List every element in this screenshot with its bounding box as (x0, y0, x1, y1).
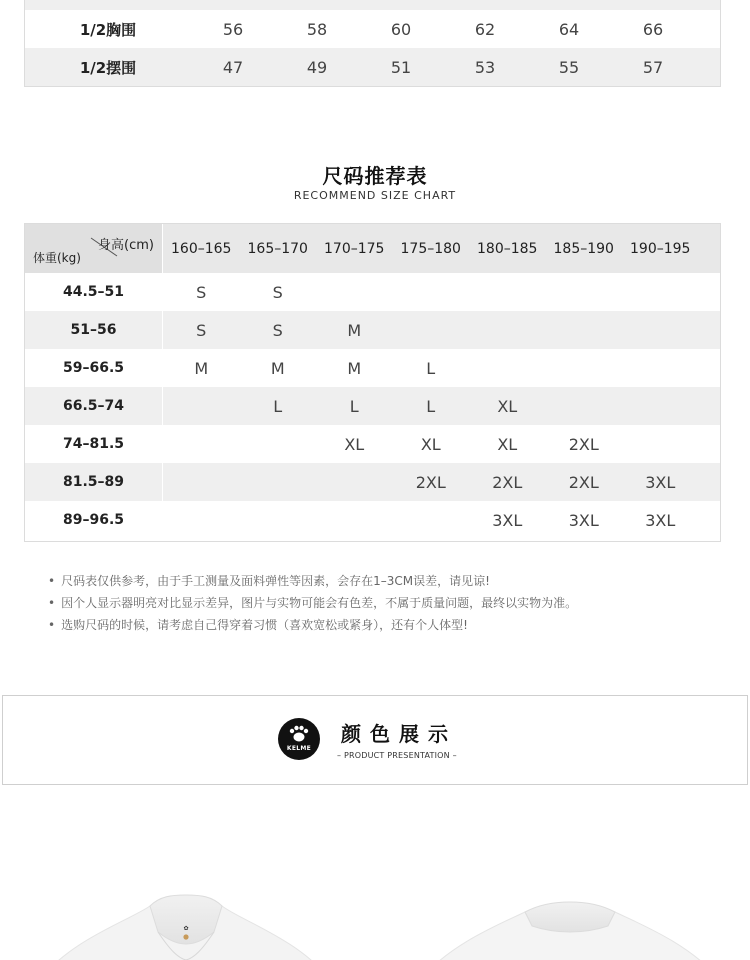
size-cell: S (272, 282, 283, 302)
size-cell: 3XL (568, 510, 599, 530)
size-cell: XL (420, 434, 441, 454)
size-cell: 2XL (492, 472, 523, 492)
notes-list (48, 570, 728, 636)
svg-text:✿: ✿ (183, 925, 189, 932)
weight-cell: 74–81.5 (25, 425, 163, 463)
size-cell: XL (497, 396, 518, 416)
note-text: 选购尺码的时候，请考虑自己得穿着习惯（喜欢宽松或紧身），还有个人体型! (61, 618, 468, 632)
size-cell: S (196, 320, 207, 340)
height-header: 165–170 (247, 240, 308, 257)
height-header: 160–165 (171, 240, 232, 257)
table-cell: 64 (558, 19, 580, 39)
size-cell: L (426, 396, 436, 416)
size-cell: L (273, 396, 283, 416)
note-item (48, 614, 728, 636)
table-cell: 55 (558, 57, 580, 77)
table-cell: 51 (390, 57, 412, 77)
row-label: 1/2胸围 (79, 20, 137, 39)
size-cell: XL (497, 434, 518, 454)
height-header: 170–175 (324, 240, 385, 257)
recommend-subtitle: RECOMMEND SIZE CHART (293, 189, 457, 202)
size-cell: S (196, 282, 207, 302)
paw-icon (278, 718, 320, 760)
size-cell: L (426, 358, 436, 378)
corner-weight-label: 体重(kg) (33, 251, 81, 265)
size-cell: M (347, 358, 362, 378)
table-row (25, 273, 720, 311)
recommend-size-table (24, 223, 721, 542)
polo-shirt-image (0, 840, 750, 960)
size-cell: L (349, 396, 359, 416)
weight-cell: 89–96.5 (25, 501, 163, 539)
table-corner-cell (25, 224, 163, 273)
table-row-hem (25, 48, 720, 86)
size-cell: 2XL (568, 434, 599, 454)
note-text: 因个人显示器明亮对比显示差异，图片与实物可能会有色差，不属于质量问题，最终以实物为准。 (61, 596, 578, 610)
weight-cell: 51–56 (25, 311, 163, 349)
logo-text: KELME (286, 745, 312, 752)
table-cell: 60 (390, 19, 412, 39)
size-measurement-table (24, 0, 721, 87)
weight-cell: 59–66.5 (25, 349, 163, 387)
note-item (48, 592, 728, 614)
table-cell: 57 (642, 57, 664, 77)
recommend-title: 尺码推荐表 (322, 164, 428, 188)
weight-cell: 81.5–89 (25, 463, 163, 501)
size-cell: M (194, 358, 209, 378)
bullet-icon: • (48, 574, 56, 588)
size-cell: M (270, 358, 285, 378)
table-cell: 47 (222, 57, 244, 77)
size-cell: 3XL (645, 472, 676, 492)
table-cell: 58 (306, 19, 328, 39)
corner-height-label: 身高(cm) (98, 238, 154, 253)
table-row (25, 349, 720, 387)
table-cell: 56 (222, 19, 244, 39)
product-images (0, 840, 750, 960)
bullet-icon: • (48, 596, 56, 610)
size-cell: 2XL (415, 472, 446, 492)
height-header: 175–180 (400, 240, 461, 257)
height-header: 180–185 (477, 240, 538, 257)
banner-subtitle: – PRODUCT PRESENTATION – (337, 751, 457, 760)
row-label: 1/2摆围 (79, 58, 137, 77)
weight-cell: 44.5–51 (25, 273, 163, 311)
banner-title: 颜色展示 (341, 722, 457, 746)
weight-cell: 66.5–74 (25, 387, 163, 425)
size-cell: XL (344, 434, 365, 454)
size-cell: M (347, 320, 362, 340)
size-cell: 3XL (492, 510, 523, 530)
height-header: 185–190 (553, 240, 614, 257)
table-row (25, 311, 720, 349)
table-cell: 66 (642, 19, 664, 39)
table-cell: 49 (306, 57, 328, 77)
size-cell: 3XL (645, 510, 676, 530)
table-cell: 53 (474, 57, 496, 77)
table-row-chest (25, 10, 720, 48)
note-item (48, 570, 728, 592)
size-cell: 2XL (568, 472, 599, 492)
bullet-icon: • (48, 618, 56, 632)
table-row (25, 425, 720, 463)
height-header: 190–195 (630, 240, 691, 257)
size-cell: S (272, 320, 283, 340)
product-presentation-banner (2, 695, 748, 785)
table-row (25, 501, 720, 539)
table-row (25, 387, 720, 425)
table-row-partial (25, 0, 720, 10)
kelme-logo (278, 718, 320, 760)
table-row (25, 463, 720, 501)
note-text: 尺码表仅供参考，由于手工测量及面料弹性等因素，会存在1–3CM误差，请见谅! (61, 574, 490, 588)
table-cell: 62 (474, 19, 496, 39)
table-header-row (25, 224, 720, 273)
